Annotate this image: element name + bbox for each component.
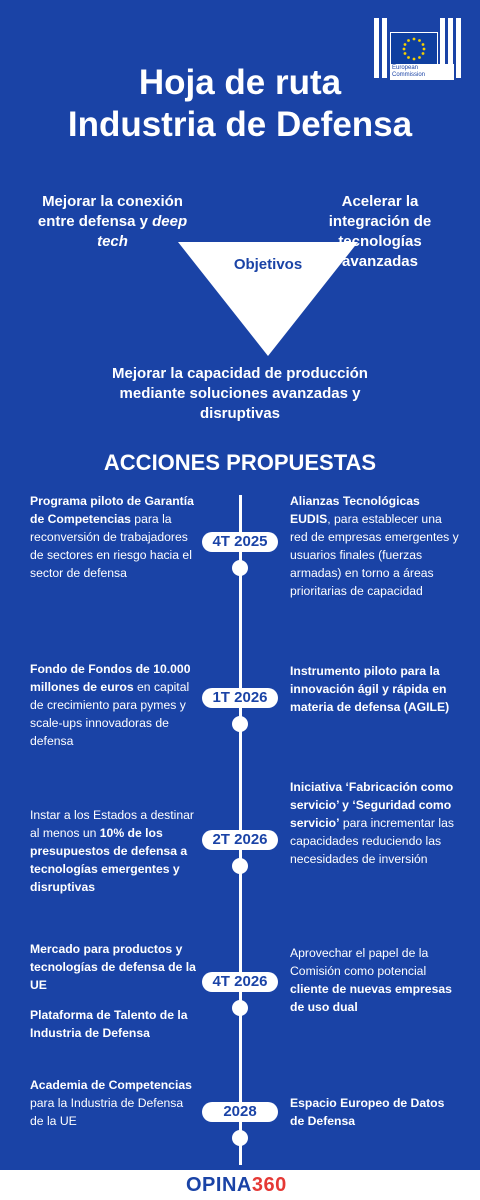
body-text: para incrementar las capacidades reduciendo las necesidades de inversión bbox=[290, 816, 454, 866]
opina360-logo: OPINA360 bbox=[186, 1174, 287, 1196]
milestone-dot bbox=[232, 560, 248, 576]
footer bbox=[0, 1170, 480, 1200]
milestone-right-text bbox=[290, 492, 462, 600]
milestone-right-text bbox=[290, 944, 462, 1016]
body-text: en capital de crecimiento para pymes y scale-ups innovadoras de defensa bbox=[30, 680, 190, 748]
bold-text: Fondo de Fondos de 10.000 millones de euros bbox=[30, 662, 191, 694]
milestone-date: 2T 2026 bbox=[202, 830, 278, 850]
bold-text: cliente de nuevas empresas de uso dual bbox=[290, 982, 452, 1014]
bold-text: Alianzas Tecnológicas EUDIS bbox=[290, 494, 420, 526]
body-text: Instar a los Estados a destinar al menos un bbox=[30, 808, 194, 840]
milestone-dot bbox=[232, 716, 248, 732]
milestone-left-text bbox=[30, 1076, 198, 1130]
milestone-dot bbox=[232, 858, 248, 874]
milestone-left-text bbox=[30, 492, 198, 582]
objective-deep-tech: Mejorar la conexión entre defensa y deep tech bbox=[37, 193, 188, 250]
body-text: , para establecer una red de empresas emergentes y usuarios finales (fuerzas armadas) en torno a áreas prioritarias de capacidad bbox=[290, 512, 459, 598]
objective-production: Mejorar la capacidad de producción mediante soluciones avanzadas y disruptivas bbox=[112, 365, 368, 422]
page-title: Hoja de ruta Industria de Defensa bbox=[67, 63, 413, 144]
bold-text: Mercado para productos y tecnologías de defensa de la UE bbox=[30, 942, 196, 992]
bold-text: Instrumento piloto para la innovación ágil y rápida en materia de defensa (AGILE) bbox=[290, 664, 450, 714]
body-text: para la reconversión de trabajadores de sectores en riesgo hacia el sector de defensa bbox=[30, 512, 192, 580]
milestone-date: 1T 2026 bbox=[202, 688, 278, 708]
milestone-left-text bbox=[30, 940, 198, 994]
milestone-left-text bbox=[30, 660, 198, 750]
milestone-right-text bbox=[290, 662, 462, 716]
milestone-date: 4T 2025 bbox=[202, 532, 278, 552]
commission-label: European Commission bbox=[390, 64, 454, 80]
section-title: ACCIONES PROPUESTAS bbox=[103, 450, 377, 475]
objective-advanced-tech: Acelerar la integración de tecnologías avanzadas bbox=[328, 193, 432, 270]
objectives-label: Objetivos bbox=[233, 256, 303, 273]
body-text: para la Industria de Defensa de la UE bbox=[30, 1096, 184, 1128]
milestone-left-text bbox=[30, 1006, 198, 1042]
bold-text: Plataforma de Talento de la Industria de Defensa bbox=[30, 1008, 188, 1040]
bold-text: 10% de los presupuestos de defensa a tecnologías emergentes y disruptivas bbox=[30, 826, 188, 894]
milestone-right-text bbox=[290, 1094, 462, 1130]
body-text: Aprovechar el papel de la Comisión como potencial bbox=[290, 946, 429, 978]
eu-flag-icon bbox=[390, 32, 438, 66]
milestone-left-text bbox=[30, 806, 198, 896]
bold-text: Iniciativa ‘Fabricación como servicio’ y ‘Seguridad como servicio’ bbox=[290, 780, 454, 830]
milestone-right-text bbox=[290, 778, 462, 868]
milestone-dot bbox=[232, 1000, 248, 1016]
bold-text: Programa piloto de Garantía de Competencias bbox=[30, 494, 194, 526]
milestone-date: 2028 bbox=[202, 1102, 278, 1122]
bold-text: Academia de Competencias bbox=[30, 1078, 192, 1092]
milestone-date: 4T 2026 bbox=[202, 972, 278, 992]
bold-text: Espacio Europeo de Datos de Defensa bbox=[290, 1096, 445, 1128]
milestone-dot bbox=[232, 1130, 248, 1146]
